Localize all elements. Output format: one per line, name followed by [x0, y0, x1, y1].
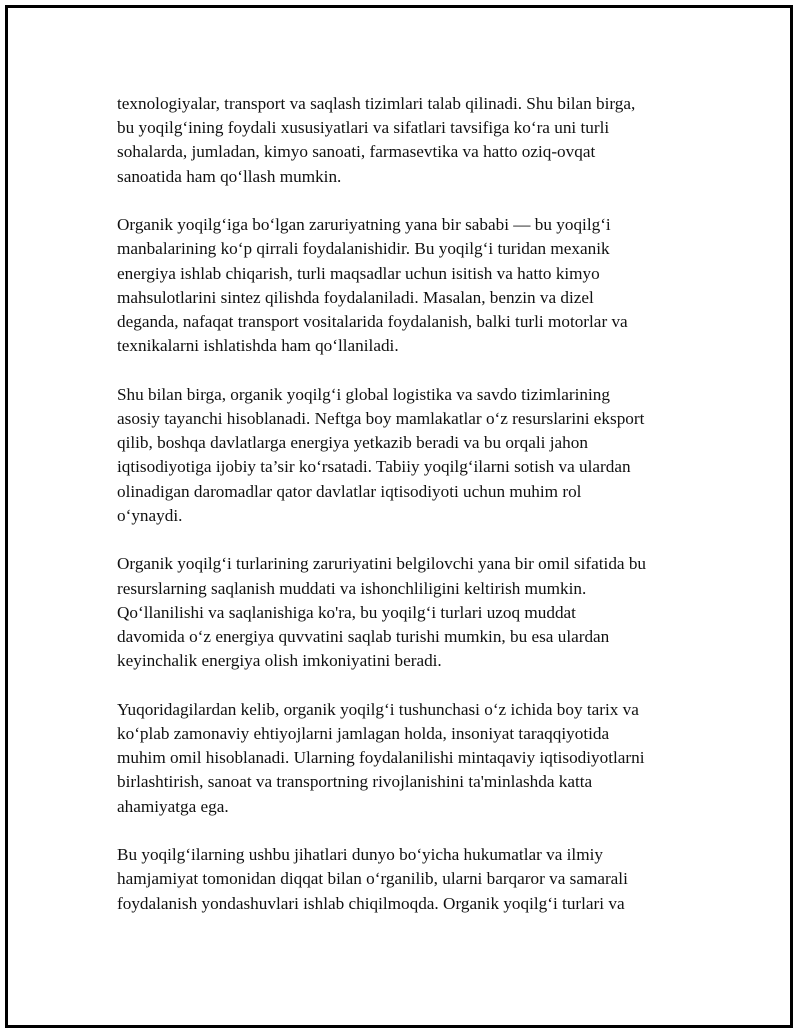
text-line: mahsulotlarini sintez qilishda foydalaniladi. Masalan, benzin va dizel	[117, 287, 594, 307]
text-line: texnikalarni ishlatishda ham qo‘llaniladi.	[117, 336, 399, 356]
text-line: deganda, nafaqat transport vositalarida foydalanish, balki turli motorlar va	[117, 312, 628, 332]
text-line: o‘ynaydi.	[117, 505, 183, 525]
paragraph-1	[117, 92, 697, 189]
text-line: resurslarning saqlanish muddati va ishonchliligini keltirish mumkin.	[117, 578, 587, 598]
text-line: energiya ishlab chiqarish, turli maqsadlar uchun isitish va hatto kimyo	[117, 263, 600, 283]
text-line: hamjamiyat tomonidan diqqat bilan o‘rganilib, ularni barqaror va samarali	[117, 869, 628, 889]
text-line: foydalanish yondashuvlari ishlab chiqilmoqda. Organik yoqilg‘i turlari va	[117, 893, 625, 913]
text-line: qilib, boshqa davlatlarga energiya yetkazib beradi va bu orqali jahon	[117, 433, 588, 453]
text-line: Bu yoqilg‘ilarning ushbu jihatlari dunyo bo‘yicha hukumatlar va ilmiy	[117, 845, 603, 865]
document-body	[117, 92, 697, 940]
text-line: Yuqoridagilardan kelib, organik yoqilg‘i tushunchasi o‘z ichida boy tarix va	[117, 699, 639, 719]
paragraph-5	[117, 698, 697, 819]
text-line: davomida o‘z energiya quvvatini saqlab turishi mumkin, bu esa ulardan	[117, 627, 610, 647]
paragraph-4	[117, 552, 697, 673]
text-line: sanoatida ham qo‘llash mumkin.	[117, 166, 342, 186]
text-line: keyinchalik energiya olish imkoniyatini beradi.	[117, 651, 442, 671]
paragraph-3	[117, 383, 697, 528]
text-line: Organik yoqilg‘iga bo‘lgan zaruriyatning yana bir sababi — bu yoqilg‘i	[117, 215, 611, 235]
text-line: Organik yoqilg‘i turlarining zaruriyatini belgilovchi yana bir omil sifatida bu	[117, 554, 647, 574]
text-line: sohalarda, jumladan, kimyo sanoati, farmasevtika va hatto oziq-ovqat	[117, 142, 596, 162]
text-line: ko‘plab zamonaviy ehtiyojlarni jamlagan holda, insoniyat taraqqiyotida	[117, 724, 610, 744]
text-line: texnologiyalar, transport va saqlash tizimlari talab qilinadi. Shu bilan birga,	[117, 94, 636, 113]
text-line: muhim omil hisoblanadi. Ularning foydalanilishi mintaqaviy iqtisodiyotlarni	[117, 748, 645, 768]
text-line: ahamiyatga ega.	[117, 796, 229, 816]
text-line: birlashtirish, sanoat va transportning rivojlanishini ta'minlashda katta	[117, 772, 593, 792]
text-line: asosiy tayanchi hisoblanadi. Neftga boy mamlakatlar o‘z resurslarini eksport	[117, 409, 645, 429]
text-line: manbalarining ko‘p qirrali foydalanishidir. Bu yoqilg‘i turidan mexanik	[117, 239, 610, 259]
text-line: iqtisodiyotiga ijobiy ta’sir ko‘rsatadi. Tabiiy yoqilg‘ilarni sotish va ulardan	[117, 457, 631, 477]
text-line: bu yoqilg‘ining foydali xususiyatlari va sifatlari tavsifiga ko‘ra uni turli	[117, 118, 610, 138]
text-line: Qo‘llanilishi va saqlanishiga ko'ra, bu yoqilg‘i turlari uzoq muddat	[117, 602, 576, 622]
paragraph-6	[117, 843, 697, 916]
text-line: Shu bilan birga, organik yoqilg‘i global logistika va savdo tizimlarining	[117, 384, 610, 404]
paragraph-2	[117, 213, 697, 358]
text-line: olinadigan daromadlar qator davlatlar iqtisodiyoti uchun muhim rol	[117, 481, 582, 501]
